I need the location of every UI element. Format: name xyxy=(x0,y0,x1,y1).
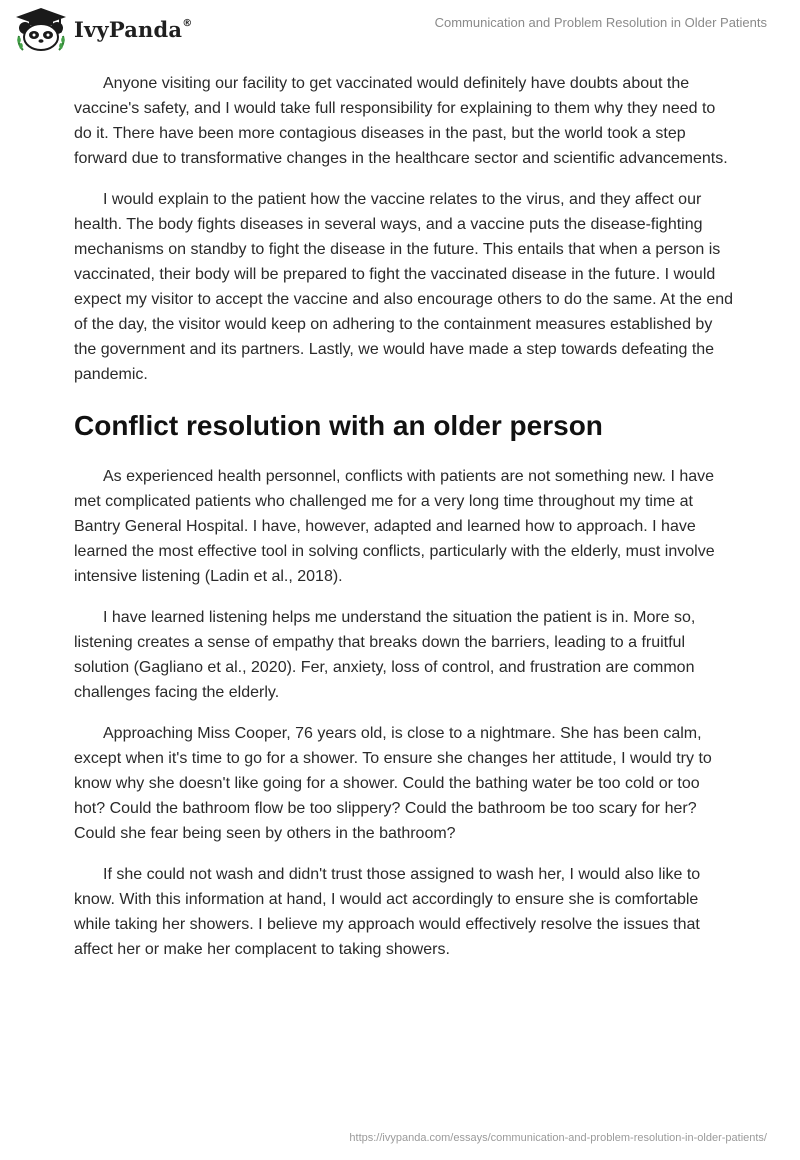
essay-content xyxy=(74,71,734,978)
paragraph: I have learned listening helps me understand the situation the patient is in. More so, listening creates a sense of empathy that breaks down the barriers, leading to a fruitful solution (Gagliano et al., 2020). Fer, anxiety, loss of control, and frustration are common challenges facing the elderly. xyxy=(74,609,696,701)
paragraph: As experienced health personnel, conflicts with patients are not something new. I have met complicated patients who challenged me for a very long time throughout my time at Bantry General Hospital. I have, however, adapted and learned how to approach. I have learned the most effective tool in solving conflicts, particularly with the elderly, must involve intensive listening (Ladin et al., 2018). xyxy=(74,468,715,585)
ivypanda-logo[interactable] xyxy=(14,6,192,52)
source-url[interactable]: https://ivypanda.com/essays/communication-and-problem-resolution-in-older-patients/ xyxy=(349,1132,767,1144)
paragraph: Anyone visiting our facility to get vaccinated would definitely have doubts about the vaccine's safety, and I would take full responsibility for explaining to them why they need to do it. There have been more contagious diseases in the past, but the world took a step forward due to transformative changes in the healthcare sector and scientific advancements. xyxy=(74,75,728,167)
registered-mark: ® xyxy=(182,17,193,29)
paragraph: I would explain to the patient how the vaccine relates to the virus, and they affect our health. The body fights diseases in several ways, and a vaccine puts the disease-fighting mechanisms on standby to fight the disease in the future. This entails that when a person is vaccinated, their body will be prepared to fight the vaccinated disease in the future. I would expect my visitor to accept the vaccine and also encourage others to do the same. At the end of the day, the visitor would keep on adhering to the containment measures established by the government and its partners. Lastly, we would have made a step towards defeating the pandemic. xyxy=(74,191,734,383)
document-title: Communication and Problem Resolution in Older Patients xyxy=(434,15,767,30)
section-heading: Conflict resolution with an older person xyxy=(74,410,603,441)
paragraph: Approaching Miss Cooper, 76 years old, is close to a nightmare. She has been calm, except when it's time to go for a shower. To ensure she changes her attitude, I would try to know why she doesn't like going for a shower. Could the bathing water be too cold or too hot? Could the bathroom flow be too slippery? Could the bathroom be too scary for her? Could she fear being seen by others in the bathroom? xyxy=(74,725,712,842)
page-header xyxy=(0,0,800,60)
panda-graduate-icon xyxy=(14,6,68,52)
brand-name: IvyPanda® xyxy=(74,16,193,42)
paragraph: If she could not wash and didn't trust those assigned to wash her, I would also like to know. With this information at hand, I would act accordingly to ensure she is comfortable while taking her showers. I believe my approach would effectively resolve the issues that affect her or make her complacent to taking showers. xyxy=(74,866,701,958)
